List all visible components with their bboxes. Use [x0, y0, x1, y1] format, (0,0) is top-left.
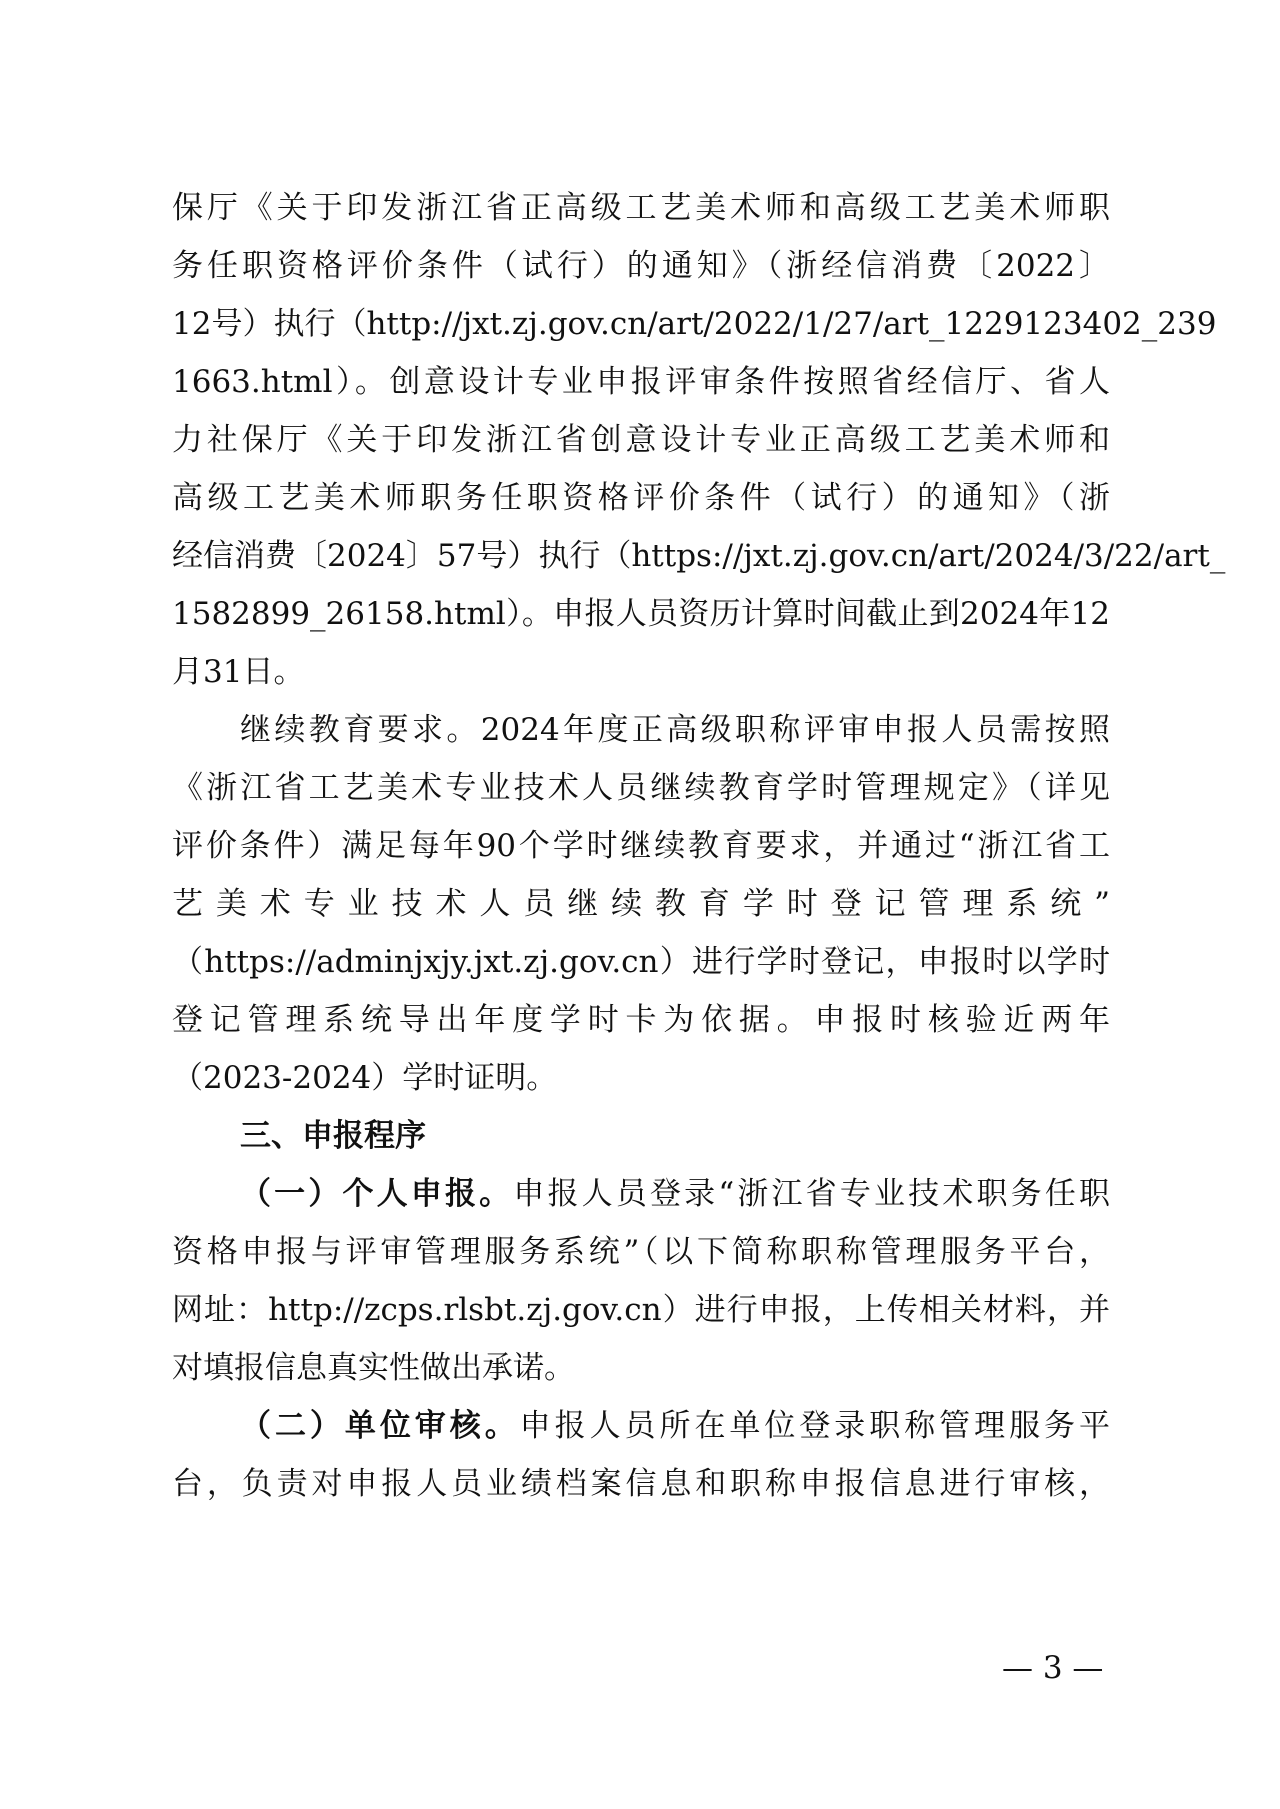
- paragraph-line: （2023-2024）学时证明。: [172, 1060, 558, 1096]
- paragraph-line: （https://adminjxjy.jxt.zj.gov.cn）进行学时登记，申报时以学时: [172, 944, 1110, 980]
- page-number: — 3 —: [1002, 1650, 1104, 1686]
- paragraph-line: 务任职资格评价条件（试行）的通知》（浙经信消费〔2022〕: [172, 248, 1110, 284]
- paragraph-line: 资格申报与评审管理服务系统”（以下简称职称管理服务平台，: [172, 1234, 1110, 1270]
- paragraph-line: 登记管理系统导出年度学时卡为依据。申报时核验近两年: [172, 1002, 1110, 1038]
- paragraph-line: 继续教育要求。2024年度正高级职称评审申报人员需按照: [240, 712, 1110, 748]
- item-title: （二）单位审核。: [240, 1408, 520, 1444]
- paragraph-line: 高级工艺美术师职务任职资格评价条件（试行）的通知》（浙: [172, 480, 1110, 516]
- paragraph-line: 1582899_26158.html）。申报人员资历计算时间截止到2024年12: [172, 596, 1110, 632]
- item-text: 申报人员所在单位登录职称管理服务平: [519, 1408, 1111, 1444]
- paragraph-line: 12号）执行（http://jxt.zj.gov.cn/art/2022/1/27/art_1229123402_239: [172, 306, 1217, 342]
- section-heading: 三、申报程序: [240, 1118, 426, 1154]
- paragraph-line: 1663.html）。创意设计专业申报评审条件按照省经信厅、省人: [172, 364, 1110, 400]
- item-title: （一）个人申报。: [240, 1176, 514, 1212]
- paragraph-line: 经信消费〔2024〕57号）执行（https://jxt.zj.gov.cn/art/2024/3/22/art_: [172, 538, 1226, 574]
- paragraph-line: 月31日。: [172, 654, 305, 690]
- paragraph-line: 艺美术专业技术人员继续教育学时登记管理系统”: [172, 886, 1110, 922]
- paragraph-line: 《浙江省工艺美术专业技术人员继续教育学时管理规定》（详见: [172, 770, 1110, 806]
- item-text: 申报人员登录“浙江省专业技术职务任职: [513, 1176, 1110, 1212]
- paragraph-line: 保厅《关于印发浙江省正高级工艺美术师和高级工艺美术师职: [172, 190, 1110, 226]
- paragraph-line: 对填报信息真实性做出承诺。: [172, 1350, 575, 1386]
- paragraph-line: 台，负责对申报人员业绩档案信息和职称申报信息进行审核，: [172, 1466, 1110, 1502]
- item-first-line: [240, 1406, 1110, 1446]
- item-first-line: [240, 1174, 1110, 1214]
- paragraph-line: 网址：http://zcps.rlsbt.zj.gov.cn）进行申报，上传相关材料，并: [172, 1292, 1110, 1328]
- paragraph-line: 力社保厅《关于印发浙江省创意设计专业正高级工艺美术师和: [172, 422, 1110, 458]
- paragraph-line: 评价条件）满足每年90个学时继续教育要求，并通过“浙江省工: [172, 828, 1110, 864]
